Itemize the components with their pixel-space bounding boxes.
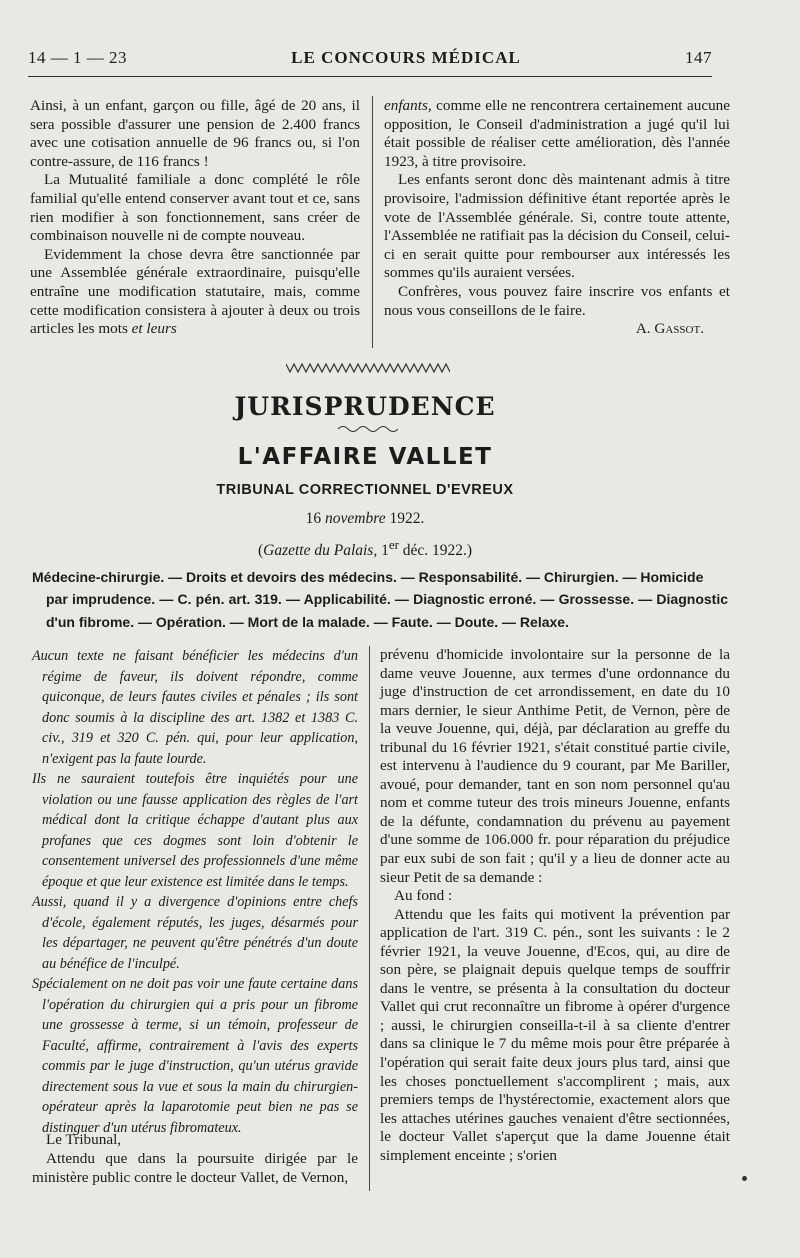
journal-name: LE CONCOURS MÉDICAL <box>291 48 521 67</box>
section-title: JURISPRUDENCE <box>234 392 496 421</box>
signature: A. Gassot. <box>635 320 704 338</box>
top-right-paragraph: Confrères, vous pouvez faire inscrire vos enfants et nous vous conseillons de le faire. <box>384 282 730 319</box>
top-article-right-column <box>384 97 730 339</box>
source-name: Gazette du Palais, <box>263 542 378 560</box>
tilde-separator <box>338 424 398 434</box>
header-date-ref: 14 — 1 — 23 <box>28 48 127 67</box>
italic-phrase: et leurs <box>131 320 177 338</box>
date-year: 1922. <box>389 510 425 527</box>
date-month: novembre <box>325 510 386 527</box>
running-header <box>28 48 712 74</box>
headnote-paragraph: Spécialement on ne doit pas voir une faute certaine dans l'opération du chirurgien qui a pris pour un fibrome une grossesse à terme, si un témoin, professeur de Faculté, affirme, contrairement à l'avis des experts commis par le juge d'instruction, qu'un utérus gravide directement sous la vue et sous la main du chirurgien-opérateur après la laparotomie peut bien ne pas se distinguer d'un utérus fibromateux. <box>32 976 358 1136</box>
headnote-summary <box>32 646 358 1138</box>
citation-source <box>0 537 730 560</box>
judgment-paragraph: Le Tribunal, <box>46 1131 122 1148</box>
top-left-paragraph-text: Evidemment la chose devra être sanctionnée par une Assemblée générale extraordinaire, puisqu'elle entraîne une modification statutaire, mais, comme cette modification consistera à ajouter à deux ou trois articles les mots <box>30 245 360 338</box>
zigzag-rule-icon <box>286 362 450 374</box>
keyword-line: par imprudence. — C. pén. art. 319. — Applicabilité. — Diagnostic erroné. — Grossesse. — Diagnostic d'un fibrome. — Opération. — Mort de la malade. — Faute. — Doute. — Relaxe. <box>46 591 728 630</box>
judgment-paragraph: Attendu que les faits qui motivent la prévention par application de l'art. 319 C. pén., sont les suivants : le 2 février 1921, la veuve Jouenne, d'Ecos, qui, au dire de son père, se plaignait depuis quelque temps de souffrir dans le ventre, se présenta à la consultation du docteur Vallet qui crut reconnaître un fibrome à opérer d'urgence ; aussi, le chirurgien conseilla-t-il à sa cliente d'entrer dans sa clinique le 7 du même mois pour être préparée à l'opération qui serait faite deux jours plus tard, ainsi que les choses ponctuellement s'accomplirent ; mais, aux premiers temps de l'hystérectomie, exactement alors que les attaches utérines gauches venaient d'être sectionnées, le docteur Vallet s'aperçut que la dame Jouenne était simplement enceinte ; s'orien <box>380 905 730 1164</box>
top-left-paragraph: Ainsi, à un enfant, garçon ou fille, âgé de 20 ans, il sera possible d'assurer une pension de 2.400 francs avec une cotisation annuelle de 96 francs ou, si l'on contre-assure, de 116 francs ! <box>30 97 360 170</box>
wave-rule-icon <box>338 424 398 434</box>
source-open: ( <box>257 542 264 560</box>
source-rest: déc. 1922.) <box>398 542 473 560</box>
judgment-paragraph: Au fond : <box>394 887 453 905</box>
court-name: TRIBUNAL CORRECTIONNEL D'EVREUX <box>216 482 514 498</box>
top-left-paragraph <box>30 246 360 339</box>
ornamental-separator <box>286 362 450 374</box>
page-number: 147 <box>684 48 712 67</box>
top-right-paragraph-text: comme elle ne rencontrera certainement aucune opposition, le Conseil d'administration a jugé qu'il lui était possible de réaliser cette amélioration, dès l'année 1923, à titre provisoire. <box>384 97 730 170</box>
headnote-paragraph: Aussi, quand il y a divergence d'opinions entre chefs d'école, également réputés, les juges, désarmés pour les départager, ne peuvent qu'être pénétrés d'un doute au bénéfice de l'inculpé. <box>32 894 358 972</box>
headnote-paragraph: Aucun texte ne faisant bénéficier les médecins d'un régime de faveur, ils doivent répondre, comme quiconque, de leurs fautes civiles et pénales ; ils sont donc soumis à la discipline des art. 1382 et 1383 C. civ., 319 et 320 C. pén. qui, pour leur application, n'exigent pas la faute lourde. <box>32 648 358 767</box>
judgment-paragraph: prévenu d'homicide involontaire sur la personne de la dame veuve Jouenne, aux termes d'une ordonnance du juge d'instruction de cet arrondissement, en date du 10 mars dernier, le sieur Anthime Petit, de Vernon, père de la veuve Jouenne, qui, déjà, par déclaration au greffe du tribunal du 16 février 1921, s'était constitué partie civile, est intervenu à l'audience du 9 courant, par Me Bariller, avoué, pour demander, tant en son nom personnel qu'au nom et comme tuteur des trois mineurs Jouenne, enfants de la défunte, condamnation du prévenu au payement d'une somme de 106.000 fr. pour réparation du préjudice par eux subi de son fait ; qu'il y a lieu de donner acte au sieur Petit de sa demande : <box>380 646 730 886</box>
source-ordinal-sup: er <box>388 537 399 552</box>
judgment-right-column <box>380 646 730 1165</box>
top-right-paragraph <box>384 97 730 171</box>
margin-dot <box>742 1176 747 1181</box>
top-left-paragraph: La Mutualité familiale a donc complété le rôle familial qu'elle entend conserver avant tout et ce, sans rien modifier à son fonctionnement, sans créer de combinaison nouvelle ni de compte nouveau. <box>30 171 360 245</box>
column-divider-top <box>372 96 373 348</box>
italic-phrase: enfants, <box>384 97 432 114</box>
keyword-line: Médecine-chirurgie. — Droits et devoirs des médecins. — Responsabilité. — Chirurgien. — Homicide <box>32 569 704 585</box>
keyword-summary <box>32 566 728 633</box>
judgment-date <box>0 510 730 528</box>
top-article-left-column <box>30 97 360 339</box>
judgment-left-column <box>32 1131 358 1187</box>
date-day: 16 <box>305 510 322 527</box>
source-ordinal: 1 <box>381 542 389 560</box>
top-right-paragraph: Les enfants seront donc dès maintenant admis à titre provisoire, l'admission définitive étant reportée après le vote de l'Assemblée générale. Si, contre toute attente, l'Assemblée ne ratifiait pas la décision du Conseil, celui-ci en serait quitte pour rembourser aux intéressés les sommes qu'ils auraient versées. <box>384 171 730 282</box>
judgment-paragraph: Attendu que dans la poursuite dirigée par le ministère public contre le docteur Vallet, de Vernon, <box>32 1149 358 1186</box>
case-title: L'AFFAIRE VALLET <box>237 444 493 470</box>
headnote-paragraph: Ils ne sauraient toutefois être inquiétés pour une violation ou une fausse application des règles de l'art médical dont la critique échappe d'autant plus aux profanes que ces dogmes sont loin d'obtenir le consentement universel des professionnels d'une même époque et que leur existence est limitée dans le temps. <box>32 771 358 890</box>
column-divider-bottom <box>369 646 370 1191</box>
header-rule <box>28 76 712 77</box>
